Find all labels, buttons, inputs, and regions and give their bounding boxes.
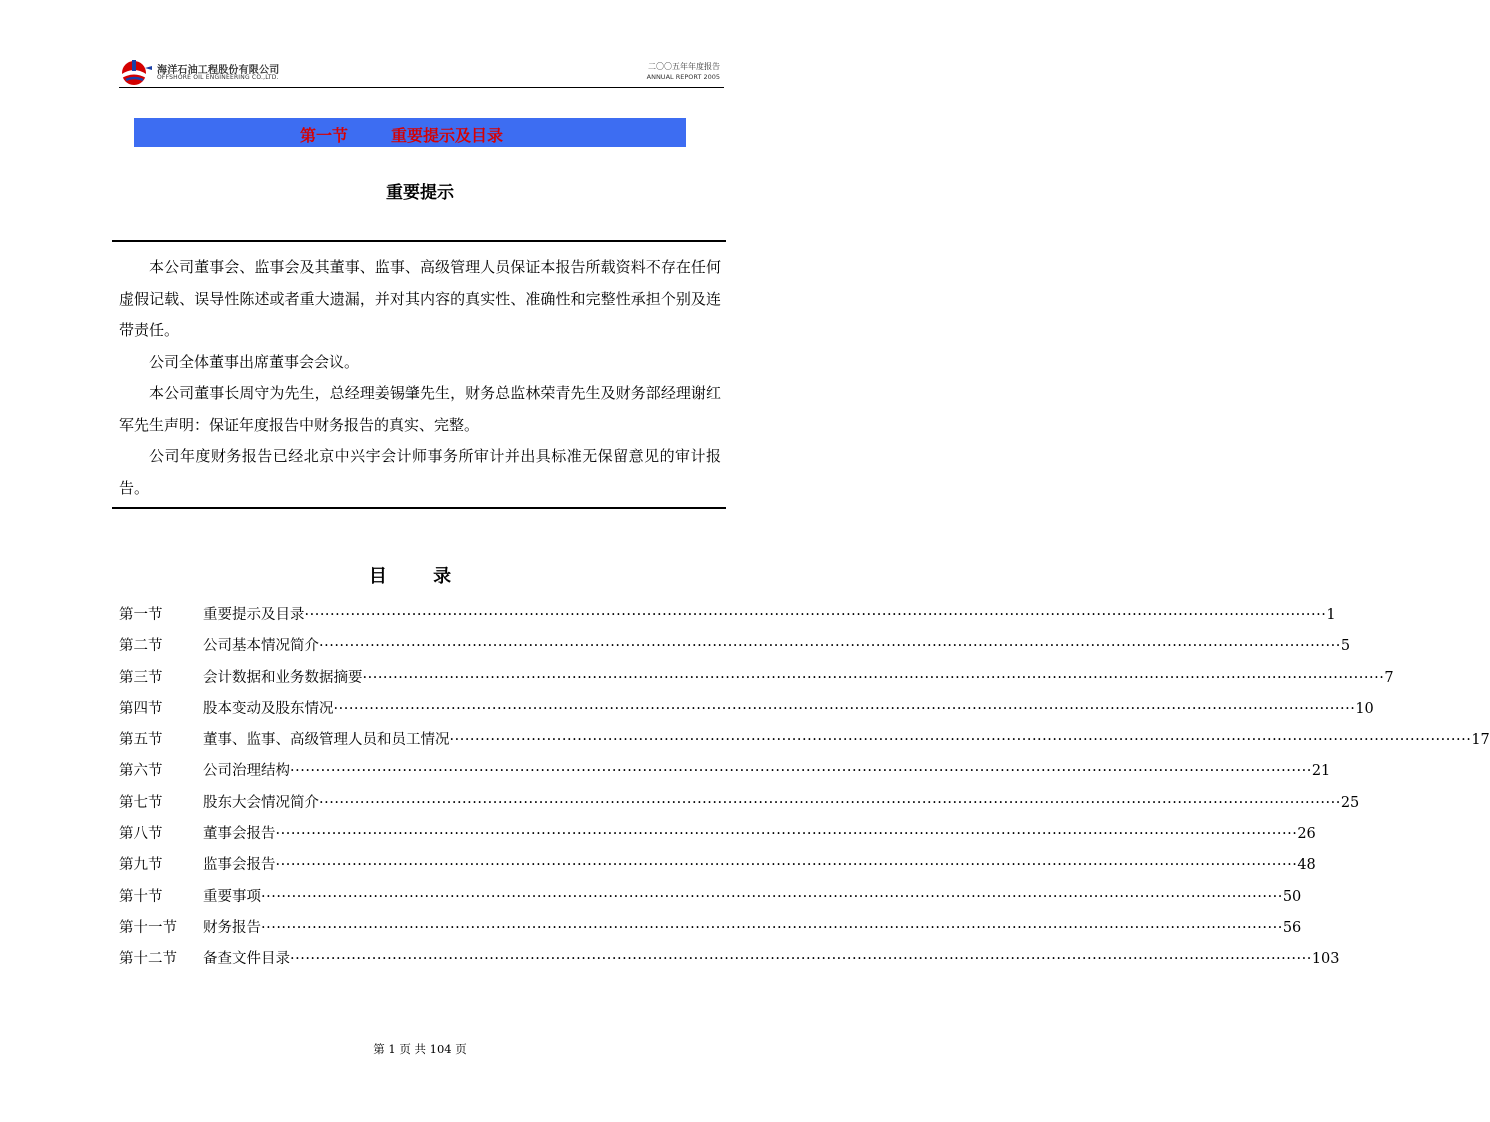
notice-top-rule (112, 240, 726, 242)
toc-page-number: 25 (1340, 794, 1360, 811)
toc-label: 重要事项 (203, 888, 261, 905)
toc-label: 董事会报告 (203, 826, 276, 843)
toc-section-number: 第九节 (119, 857, 163, 874)
toc-page-number: 17 (1471, 732, 1490, 749)
toc-section-number: 第十二节 (119, 951, 177, 968)
notice-paragraph: 本公司董事会、监事会及其董事、监事、高级管理人员保证本报告所载资料不存在任何虚假记载、误导性陈述或者重大遗漏，并对其内容的真实性、准确性和完整性承担个别及连带责任。 (119, 258, 721, 339)
toc-page-number: 7 (1384, 669, 1394, 686)
toc-entry[interactable] (119, 756, 1331, 787)
toc-label: 董事、监事、高级管理人员和员工情况 (203, 732, 450, 749)
section-title: 重要提示及目录 (391, 126, 504, 145)
toc-page-number: 21 (1311, 763, 1331, 780)
toc-section-number: 第六节 (119, 763, 163, 780)
toc-entry[interactable] (119, 694, 1374, 725)
company-logo (119, 56, 153, 88)
toc-section-number: 第七节 (119, 794, 163, 811)
toc-entry[interactable] (119, 725, 1490, 756)
toc-label: 重要提示及目录 (203, 607, 305, 623)
toc-title: 目 录 (368, 566, 472, 587)
toc-section-number: 第十一节 (119, 919, 177, 936)
toc-entry[interactable] (119, 819, 1316, 850)
report-title-cn: 二〇〇五年年度报告 (648, 62, 720, 71)
toc-label: 公司治理结构 (203, 763, 290, 780)
toc-leader: ········································································································································································································ (362, 669, 1385, 686)
toc-entry[interactable] (119, 913, 1302, 944)
table-of-contents (119, 600, 1490, 976)
toc-entry[interactable] (119, 663, 1394, 694)
toc-entry[interactable] (119, 600, 1336, 631)
toc-page-number: 103 (1311, 951, 1340, 968)
toc-leader: ········································································································································································································ (449, 732, 1472, 749)
toc-entry[interactable] (119, 944, 1340, 975)
page-header (119, 56, 724, 88)
toc-label: 股本变动及股东情况 (203, 700, 334, 717)
toc-leader: ········································································································································································································ (290, 763, 1312, 780)
toc-entry[interactable] (119, 788, 1360, 819)
toc-section-number: 第三节 (119, 669, 163, 686)
toc-leader: ········································································································································································································ (304, 607, 1327, 623)
toc-label: 公司基本情况简介 (203, 638, 319, 655)
notice-paragraph: 本公司董事长周守为先生，总经理姜锡肇先生，财务总监林荣青先生及财务部经理谢红军先生声明：保证年度报告中财务报告的真实、完整。 (119, 384, 721, 434)
company-name-en: OFFSHORE OIL ENGINEERING CO.,LTD. (157, 74, 279, 81)
company-name-cn: 海洋石油工程股份有限公司 (157, 65, 280, 76)
toc-leader: ········································································································································································································ (290, 951, 1312, 968)
section-band (134, 118, 686, 147)
section-number: 第一节 (300, 126, 349, 145)
toc-label: 会计数据和业务数据摘要 (203, 669, 363, 686)
toc-page-number: 5 (1340, 638, 1351, 655)
toc-leader: ········································································································································································································ (275, 857, 1298, 874)
toc-section-number: 第十节 (119, 888, 163, 905)
toc-page-number: 26 (1297, 826, 1316, 843)
toc-leader: ········································································································································································································ (319, 794, 1341, 811)
toc-leader: ········································································································································································································ (261, 919, 1283, 936)
notice-paragraph: 公司全体董事出席董事会会议。 (149, 352, 360, 371)
toc-entry[interactable] (119, 850, 1316, 881)
toc-page-number: 1 (1326, 607, 1336, 623)
toc-leader: ········································································································································································································ (319, 638, 1341, 655)
toc-page-number: 10 (1355, 700, 1374, 717)
notice-body (119, 252, 721, 504)
report-title-en: ANNUAL REPORT 2005 (646, 73, 720, 81)
notice-bottom-rule (112, 507, 726, 509)
toc-page-number: 50 (1282, 888, 1302, 905)
toc-page-number: 48 (1297, 857, 1316, 874)
toc-entry[interactable] (119, 882, 1302, 913)
toc-leader: ········································································································································································································ (261, 888, 1283, 905)
toc-section-number: 第一节 (119, 607, 163, 623)
toc-section-number: 第四节 (119, 700, 163, 717)
toc-label: 股东大会情况简介 (203, 794, 319, 811)
toc-section-number: 第八节 (119, 826, 163, 843)
toc-section-number: 第五节 (119, 732, 163, 749)
page-footer: 第 1 页 共 104 页 (373, 1042, 467, 1056)
notice-title: 重要提示 (386, 183, 454, 203)
header-divider (119, 87, 724, 88)
toc-label: 监事会报告 (203, 857, 276, 874)
toc-label: 财务报告 (203, 919, 261, 936)
toc-entry[interactable] (119, 631, 1351, 662)
toc-leader: ········································································································································································································ (275, 826, 1298, 843)
toc-leader: ········································································································································································································ (333, 700, 1356, 717)
notice-paragraph: 公司年度财务报告已经北京中兴宇会计师事务所审计并出具标准无保留意见的审计报告。 (119, 447, 721, 497)
toc-label: 备查文件目录 (203, 951, 290, 968)
toc-page-number: 56 (1282, 919, 1302, 936)
toc-section-number: 第二节 (119, 638, 163, 655)
